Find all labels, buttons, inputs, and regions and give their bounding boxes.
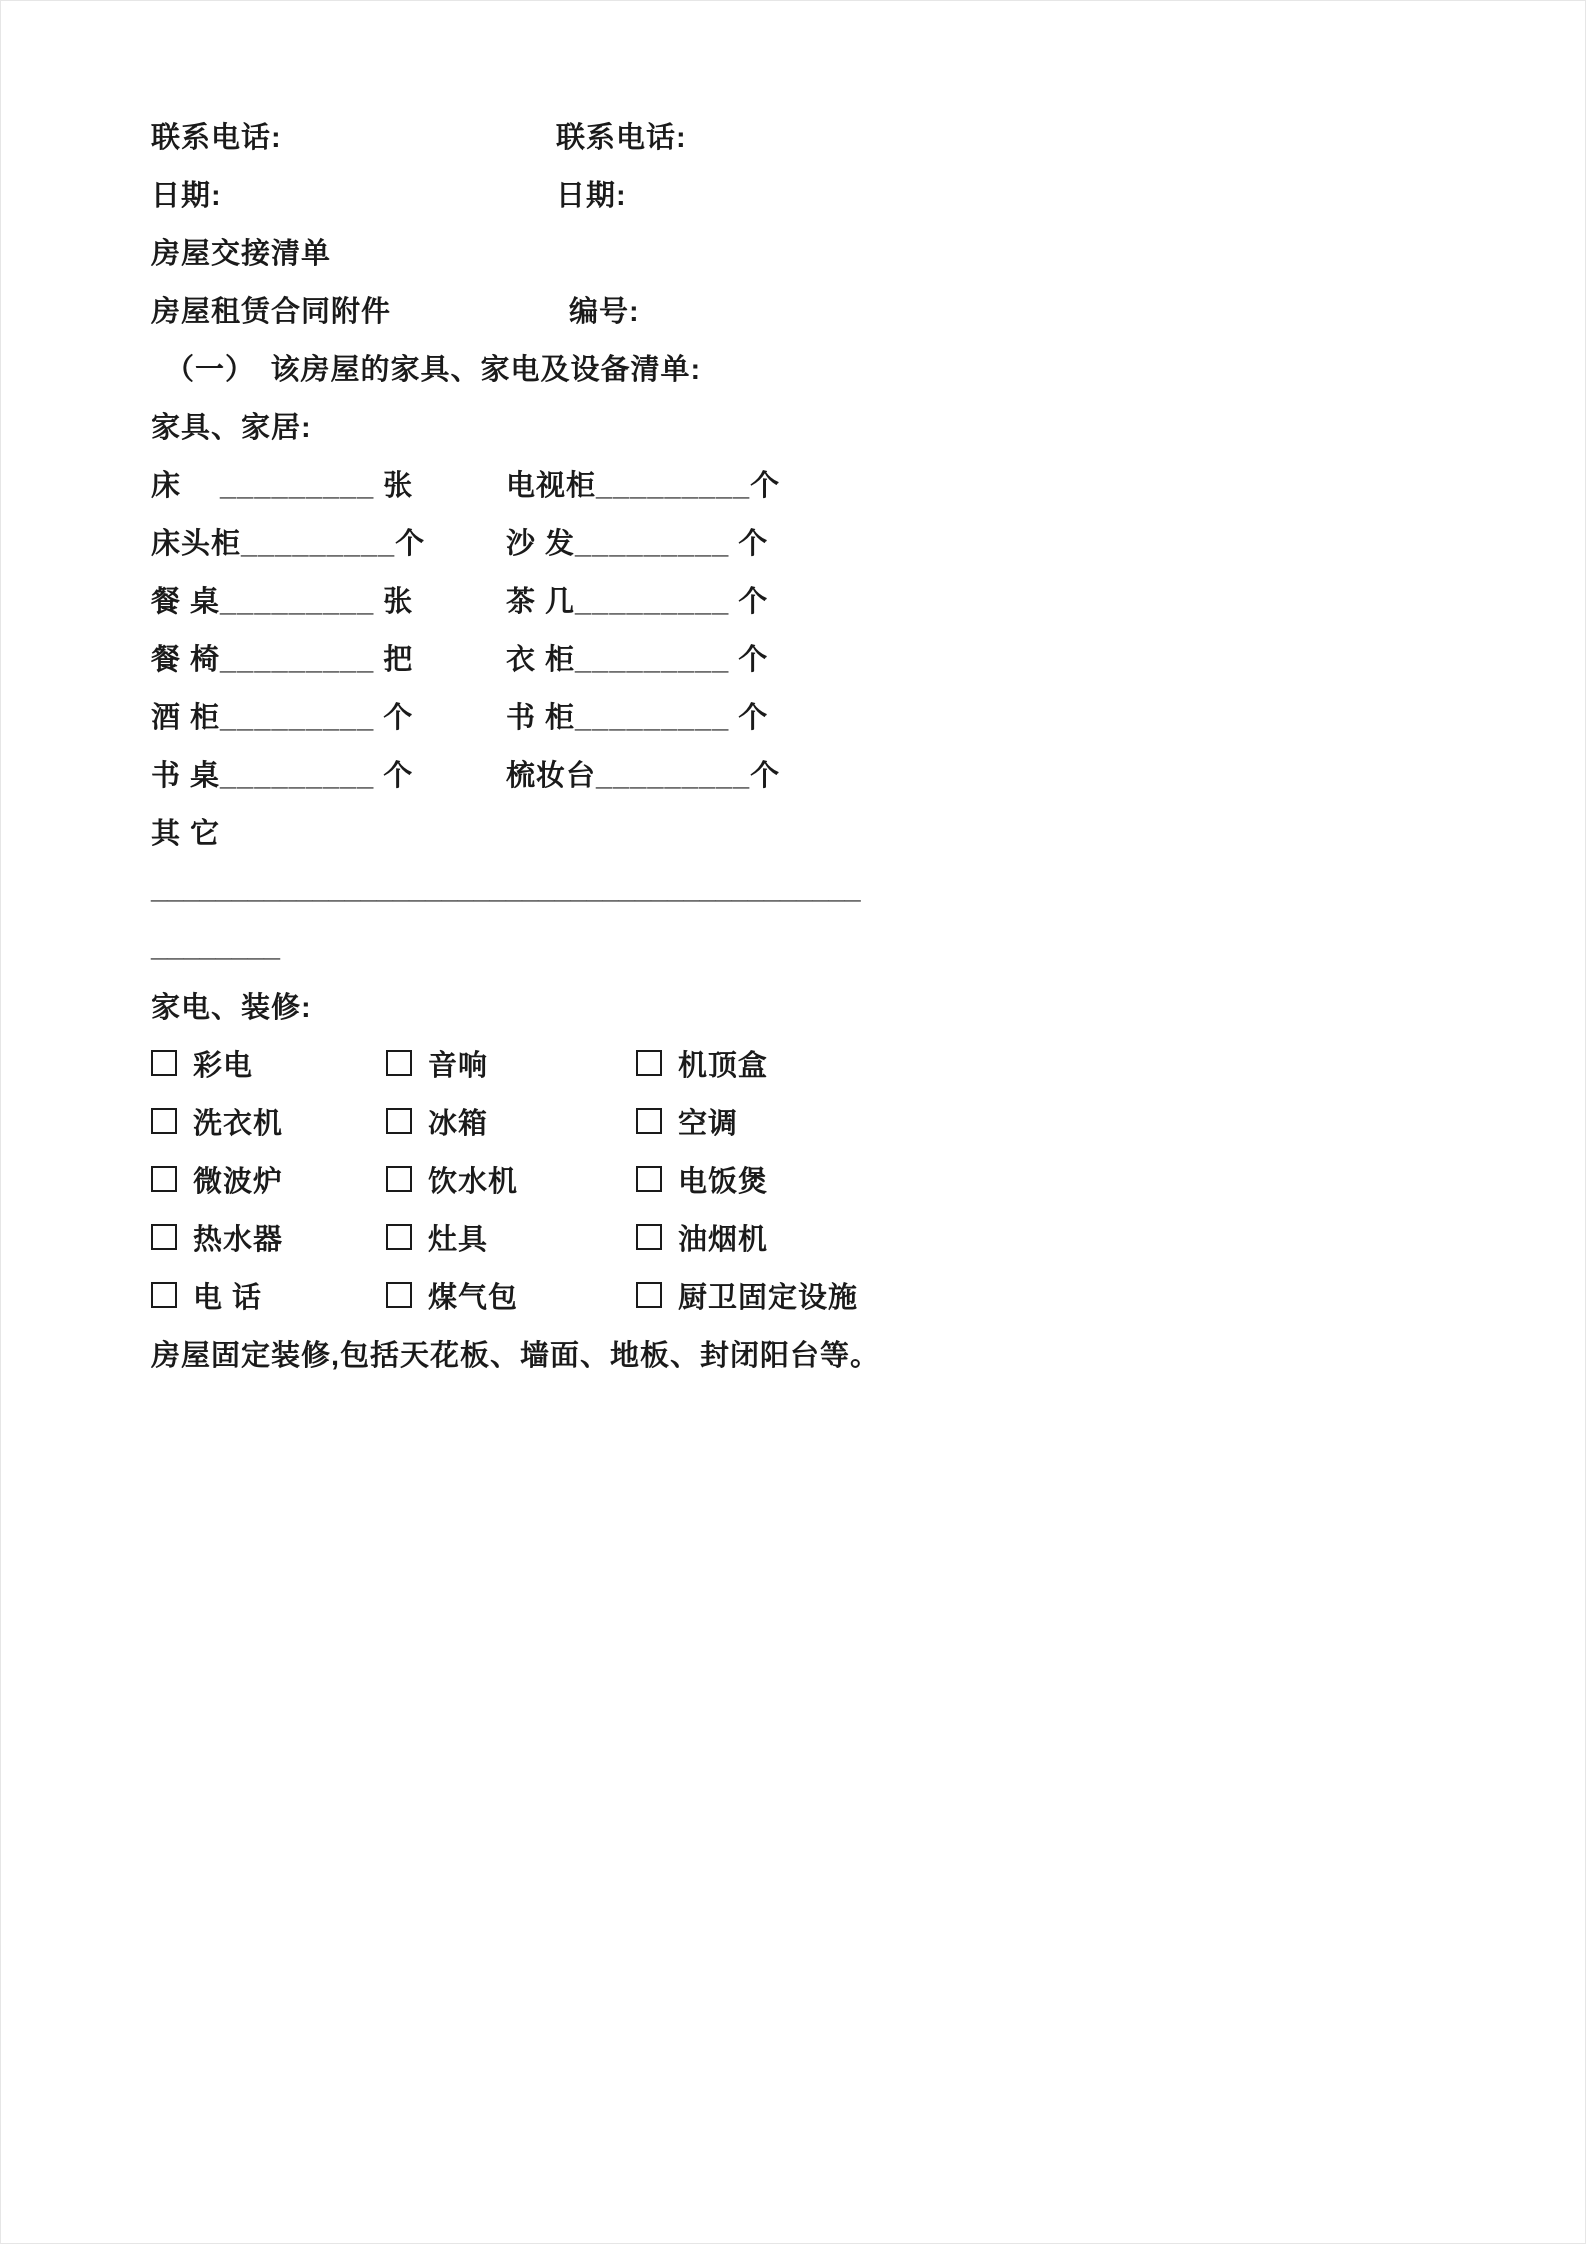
section-heading-row	[151, 338, 1445, 396]
checkbox-icon	[151, 1108, 177, 1134]
appliance-cell	[636, 1159, 768, 1200]
appliance-cell	[151, 1275, 386, 1316]
furniture-row	[151, 512, 1445, 570]
checkbox-icon	[636, 1224, 662, 1250]
furniture-row	[151, 628, 1445, 686]
appliance-label: 冰箱	[428, 1107, 489, 1140]
checkbox-icon	[386, 1050, 412, 1076]
page-title: 房屋交接清单	[151, 237, 332, 270]
appliance-label: 空调	[678, 1107, 739, 1140]
appliance-label: 机顶盒	[678, 1049, 769, 1082]
date-row	[151, 164, 1445, 222]
furniture-heading-row	[151, 396, 1445, 454]
fill-line-long-row	[151, 860, 1445, 918]
furniture-item: 酒 柜_________ 个	[151, 701, 414, 734]
furniture-item: 梳妆台_________个	[506, 759, 781, 792]
fill-line-short: ________	[151, 930, 281, 963]
appliance-cell	[151, 1159, 386, 1200]
appliance-row	[151, 1208, 1445, 1266]
appliance-label: 电饭煲	[678, 1165, 769, 1198]
checkbox-icon	[386, 1282, 412, 1308]
date-left-label: 日期:	[151, 179, 222, 212]
furniture-row	[151, 744, 1445, 802]
appliance-cell	[151, 1217, 386, 1258]
furniture-item: 沙 发_________ 个	[506, 527, 769, 560]
furniture-item: 床头柜_________个	[151, 527, 426, 560]
appliance-label: 音响	[428, 1049, 489, 1082]
checkbox-icon	[386, 1224, 412, 1250]
other-label: 其 它	[151, 817, 221, 850]
furniture-item: 书 柜_________ 个	[506, 701, 769, 734]
checkbox-icon	[151, 1224, 177, 1250]
number-label: 编号:	[569, 295, 640, 328]
date-right-label: 日期:	[556, 179, 627, 212]
appliance-cell	[151, 1043, 386, 1084]
appliance-cell	[636, 1217, 768, 1258]
appliance-cell	[386, 1159, 636, 1200]
appliance-heading: 家电、装修:	[151, 991, 312, 1024]
checkbox-icon	[386, 1108, 412, 1134]
appliance-label: 灶具	[428, 1223, 489, 1256]
checkbox-icon	[636, 1050, 662, 1076]
attachment-row	[151, 280, 1445, 338]
furniture-item: 电视柜_________个	[506, 469, 781, 502]
checkbox-icon	[151, 1166, 177, 1192]
appliance-label: 厨卫固定设施	[678, 1281, 859, 1314]
furniture-item: 书 桌_________ 个	[151, 759, 414, 792]
furniture-item: 餐 椅_________ 把	[151, 643, 414, 676]
document-body	[151, 106, 1445, 1382]
attachment-label: 房屋租赁合同附件	[151, 295, 392, 328]
contact-phone-row	[151, 106, 1445, 164]
furniture-row	[151, 570, 1445, 628]
furniture-item: 餐 桌_________ 张	[151, 585, 414, 618]
furniture-item: 衣 柜_________ 个	[506, 643, 769, 676]
appliance-cell	[386, 1217, 636, 1258]
appliance-cell	[151, 1101, 386, 1142]
appliance-heading-row	[151, 976, 1445, 1034]
checkbox-icon	[151, 1050, 177, 1076]
title-row	[151, 222, 1445, 280]
appliance-cell	[386, 1043, 636, 1084]
appliance-label: 微波炉	[193, 1165, 284, 1198]
footer-note-row	[151, 1324, 1445, 1382]
furniture-item: 床 _________ 张	[151, 469, 414, 502]
appliance-cell	[636, 1043, 768, 1084]
appliance-label: 热水器	[193, 1223, 284, 1256]
appliance-row	[151, 1092, 1445, 1150]
appliance-label: 煤气包	[428, 1281, 519, 1314]
checkbox-icon	[386, 1166, 412, 1192]
section-heading: （一） 该房屋的家具、家电及设备清单:	[165, 353, 702, 386]
appliance-cell	[636, 1101, 738, 1142]
appliance-cell	[636, 1275, 858, 1316]
appliance-cell	[386, 1275, 636, 1316]
footer-note: 房屋固定装修,包括天花板、墙面、地板、封闭阳台等。	[151, 1339, 881, 1372]
appliance-label: 油烟机	[678, 1223, 769, 1256]
appliance-label: 饮水机	[428, 1165, 519, 1198]
appliance-cell	[386, 1101, 636, 1142]
fill-line-short-row	[151, 918, 1445, 976]
fill-line-long: ____________________________________________	[151, 872, 861, 905]
appliance-label: 洗衣机	[193, 1107, 284, 1140]
appliance-row	[151, 1034, 1445, 1092]
furniture-heading: 家具、家居:	[151, 411, 312, 444]
furniture-item: 茶 几_________ 个	[506, 585, 769, 618]
other-row	[151, 802, 1445, 860]
furniture-row	[151, 686, 1445, 744]
checkbox-icon	[636, 1108, 662, 1134]
appliance-label: 彩电	[193, 1049, 254, 1082]
appliance-row	[151, 1266, 1445, 1324]
contact-phone-left-label: 联系电话:	[151, 121, 282, 154]
checkbox-icon	[151, 1282, 177, 1308]
appliance-label: 电 话	[193, 1281, 263, 1314]
checkbox-icon	[636, 1282, 662, 1308]
furniture-row	[151, 454, 1445, 512]
appliance-row	[151, 1150, 1445, 1208]
contact-phone-right-label: 联系电话:	[556, 121, 687, 154]
checkbox-icon	[636, 1166, 662, 1192]
